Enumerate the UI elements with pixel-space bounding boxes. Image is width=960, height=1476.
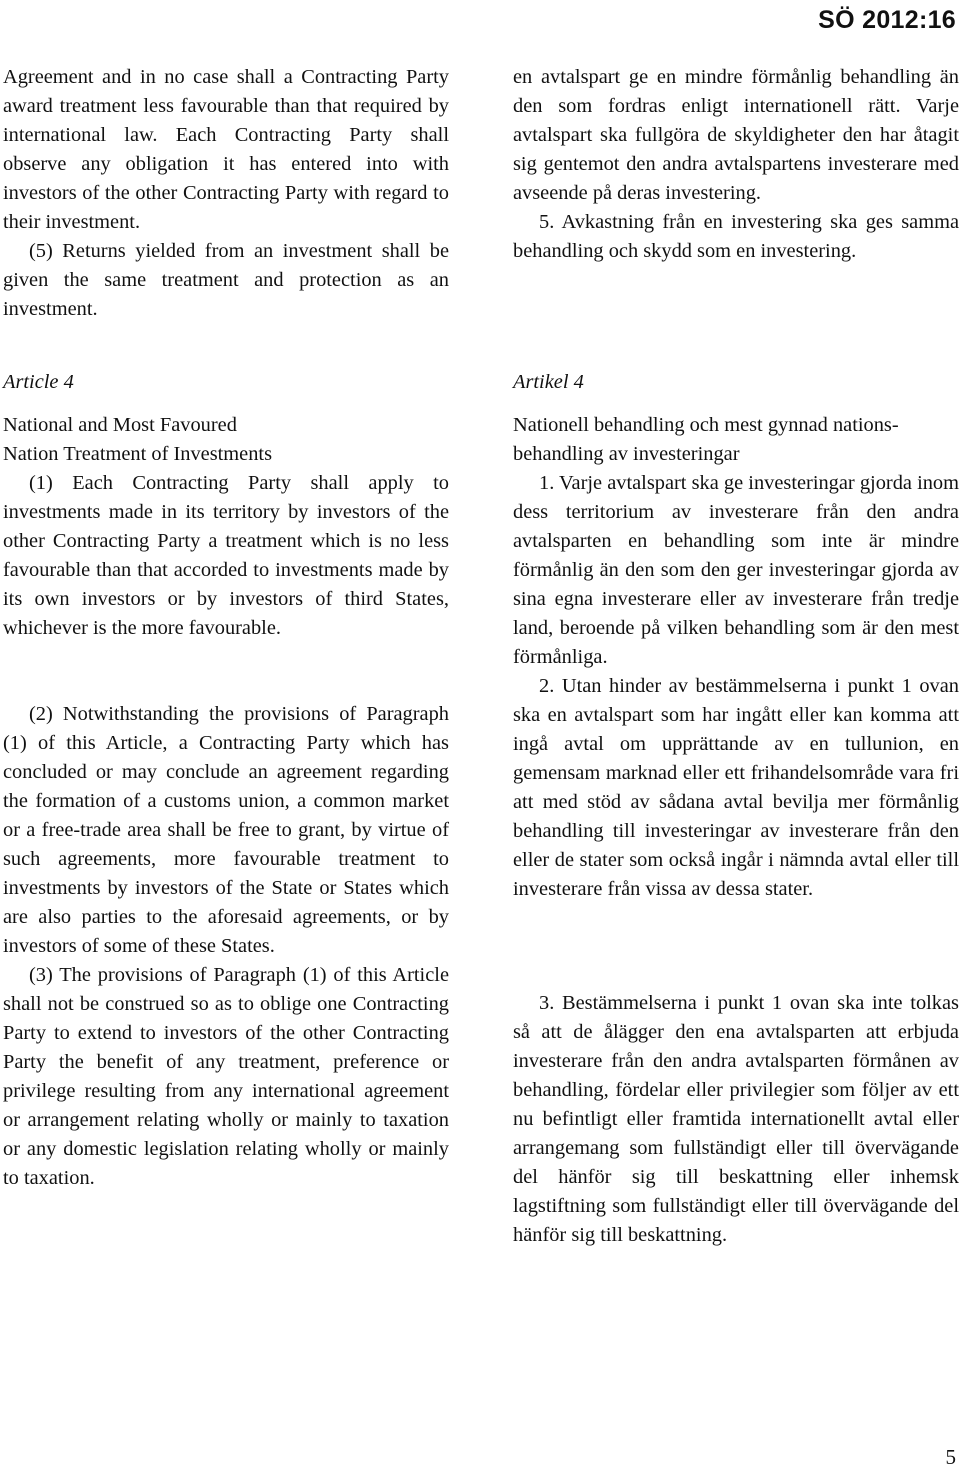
swedish-article-body [513, 411, 959, 904]
swedish-paragraph-1: 1. Varje avtalspart ska ge investeringar gjorda inom dess territorium av investerare från den andra avtalsparten en behandling som inte är mindre förmånlig än den som den ger investeringar gjorda av sina egna investerare eller av investerare från tredje land, beroende på vilken behandling som är den mest förmånliga. [513, 472, 959, 668]
swedish-article-heading: Artikel 4 [513, 371, 584, 393]
swedish-paragraph-2: 2. Utan hinder av bestämmelserna i punkt 1 ovan ska en avtalspart som har ingått eller kan komma att ingå avtal om upprättande av en tullunion, en gemensam marknad eller ett frihandelsområde vara fri att med stöd av sådana avtal bevilja mer förmånlig behandling till investeringar av investerare från den eller de stater som också ingår i nämnda avtal eller till investerare från vissa av dessa stater. [513, 675, 959, 900]
english-article-title-line-2: Nation Treatment of Investments [3, 443, 273, 465]
document-reference: SÖ 2012:16 [818, 6, 956, 34]
swedish-article-title-line-2: behandling av investeringar [513, 443, 740, 465]
english-article-heading: Article 4 [3, 371, 74, 393]
english-paragraph-1: (1) Each Contracting Party shall apply to investments made in its territory by investors of the other Contracting Party a treatment which is no less favourable than that accorded to investments made by its own investors or by investors of third States, whichever is the more favourable. [3, 472, 449, 639]
english-paragraph-5: (5) Returns yielded from an investment shall be given the same treatment and protection as an investment. [3, 240, 449, 320]
english-intro-paragraph: Agreement and in no case shall a Contracting Party award treatment less favourable than that required by international law. Each Contracting Party shall observe any obligation it has entered into with investors of the other Contracting Party with regard to their investment. [3, 66, 449, 233]
swedish-paragraph-3: 3. Bestämmelserna i punkt 1 ovan ska inte tolkas så att de ålägger den ena avtalsparten att erbjuda investerare från den andra avtalsparten förmånen av behandling, fördelar eller privilegier som följer av ett nu befintligt eller framtida internationellt avtal eller arrangemang som fullständigt eller till övervägande del hänför sig till beskattning eller inhemsk lagstiftning som fullständigt eller till övervägande del hänför sig till beskattning. [513, 992, 959, 1246]
swedish-article-body-2 [513, 989, 959, 1250]
swedish-intro-paragraph: en avtalspart ge en mindre förmånlig behandling än den som fordras enligt internationell rätt. Varje avtalspart ska fullgöra de skyldigheter den har åtagit sig gentemot den andra avtalspartens investerare med avseende på deras investering. [513, 66, 959, 204]
swedish-column [513, 63, 959, 266]
swedish-paragraph-5: 5. Avkastning från en investering ska ges samma behandling och skydd som en investering. [513, 211, 959, 262]
english-article-title-line-1: National and Most Favoured [3, 414, 237, 436]
swedish-article-title-line-1: Nationell behandling och mest gynnad nations- [513, 414, 899, 436]
english-article-body [3, 411, 449, 643]
english-column [3, 63, 449, 324]
page-number: 5 [945, 1445, 956, 1469]
english-paragraph-3: (3) The provisions of Paragraph (1) of this Article shall not be construed so as to oblige one Contracting Party to extend to investors of the other Contracting Party the benefit of any treatment, preference or privilege resulting from any international agreement or arrangement relating wholly or mainly to taxation or any domestic legislation relating wholly or mainly to taxation. [3, 964, 449, 1189]
swedish-article-heading-block [513, 368, 959, 397]
english-paragraph-2: (2) Notwithstanding the provisions of Paragraph (1) of this Article, a Contracting Party which has concluded or may conclude an agreement regarding the formation of a customs union, a common market or a free-trade area shall be free to grant, by virtue of such agreements, more favourable treatment to investments by investors of the State or States which are also parties to the aforesaid agreements, or by investors of some of these States. [3, 703, 449, 957]
english-article-heading-block [3, 368, 449, 397]
english-article-body-2 [3, 700, 449, 1193]
